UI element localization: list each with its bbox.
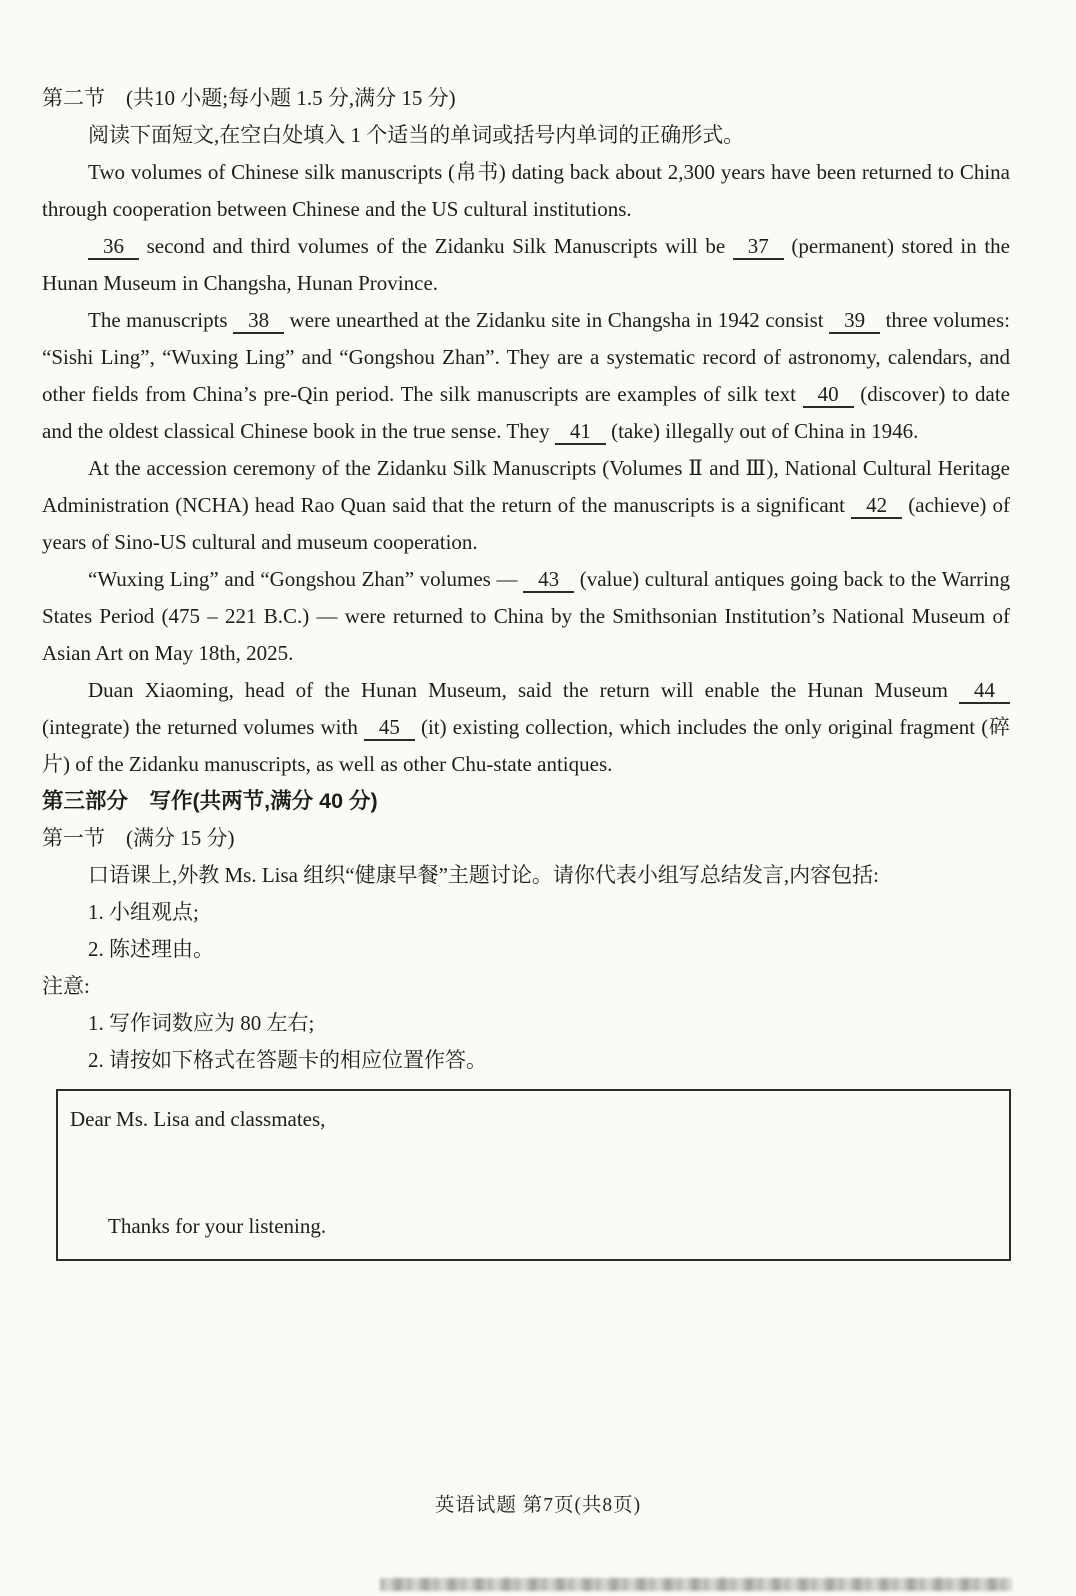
fill-blank-39: 39 bbox=[829, 308, 880, 334]
letter-closing: Thanks for your listening. bbox=[108, 1214, 327, 1238]
part3-section1-title: 第一节 (满分 15 分) bbox=[42, 826, 235, 850]
passage-paragraph: “Wuxing Ling” and “Gongshou Zhan” volumes — 43 (value) cultural antiques going back to the Warring States Period (475 – 221 B.C.) — were returned to China by the Smithsonian Institution’s National Museum of Asian Art on May 18th, 2025. bbox=[42, 567, 1010, 665]
passage-paragraph: 36 second and third volumes of the Zidanku Silk Manuscripts will be 37 (permanent) stored in the Hunan Museum in Changsha, Hunan Province. bbox=[42, 234, 1011, 295]
writing-prompt: 口语课上,外教 Ms. Lisa 组织“健康早餐”主题讨论。请你代表小组写总结发言,内容包括: bbox=[88, 863, 879, 887]
fill-blank-45: 45 bbox=[364, 715, 415, 741]
scan-artifact bbox=[380, 1578, 1012, 1591]
fill-blank-40: 40 bbox=[803, 382, 854, 408]
fill-blank-44: 44 bbox=[959, 678, 1010, 704]
passage-paragraph: Duan Xiaoming, head of the Hunan Museum, said the return will enable the Hunan Museum 44 (integrate) the returned volumes with 45 (it) existing collection, which includes the only original fragment (碎片) of the Zidanku manuscripts, as well as other Chu-state antiques. bbox=[42, 678, 1011, 776]
letter-salutation: Dear Ms. Lisa and classmates, bbox=[70, 1107, 326, 1131]
part3-title: 第三部分 写作(共两节,满分 40 分) bbox=[42, 789, 378, 813]
passage-paragraph: Two volumes of Chinese silk manuscripts (帛书) dating back about 2,300 years have been returned to China through cooperation between Chinese and the US cultural institutions. bbox=[42, 160, 1010, 221]
prompt-point-1: 1. 小组观点; bbox=[88, 900, 199, 924]
fill-blank-37: 37 bbox=[733, 234, 784, 260]
section2-title: 第二节 (共10 小题;每小题 1.5 分,满分 15 分) bbox=[42, 86, 456, 110]
passage-paragraph: The manuscripts 38 were unearthed at the Zidanku site in Changsha in 1942 consist 39 three volumes: “Sishi Ling”, “Wuxing Ling” and “Gongshou Zhan”. They are a systematic record of astronomy, calendars, and other fields from China’s pre-Qin period. The silk manuscripts are examples of silk text 40 (discover) to date and the oldest classical Chinese book in the true sense. They 41 (take) illegally out of China in 1946. bbox=[42, 308, 1010, 443]
notice-2: 2. 请按如下格式在答题卡的相应位置作答。 bbox=[88, 1048, 487, 1072]
section2-instruction: 阅读下面短文,在空白处填入 1 个适当的单词或括号内单词的正确形式。 bbox=[88, 123, 745, 147]
fill-blank-38: 38 bbox=[233, 308, 284, 334]
notice-label: 注意: bbox=[42, 974, 90, 998]
notice-1: 1. 写作词数应为 80 左右; bbox=[88, 1011, 315, 1035]
fill-blank-41: 41 bbox=[555, 419, 606, 445]
passage bbox=[42, 154, 1010, 783]
fill-blank-43: 43 bbox=[523, 567, 574, 593]
answer-box bbox=[56, 1089, 1011, 1261]
prompt-point-2: 2. 陈述理由。 bbox=[88, 937, 214, 961]
fill-blank-36: 36 bbox=[88, 234, 139, 260]
page-footer: 英语试题 第7页(共8页) bbox=[434, 1495, 642, 1516]
passage-paragraph: At the accession ceremony of the Zidanku Silk Manuscripts (Volumes Ⅱ and Ⅲ), National Cultural Heritage Administration (NCHA) head Rao Quan said that the return of the manuscripts is a significant 42 (achieve) of years of Sino-US cultural and museum cooperation. bbox=[42, 456, 1010, 554]
fill-blank-42: 42 bbox=[851, 493, 902, 519]
